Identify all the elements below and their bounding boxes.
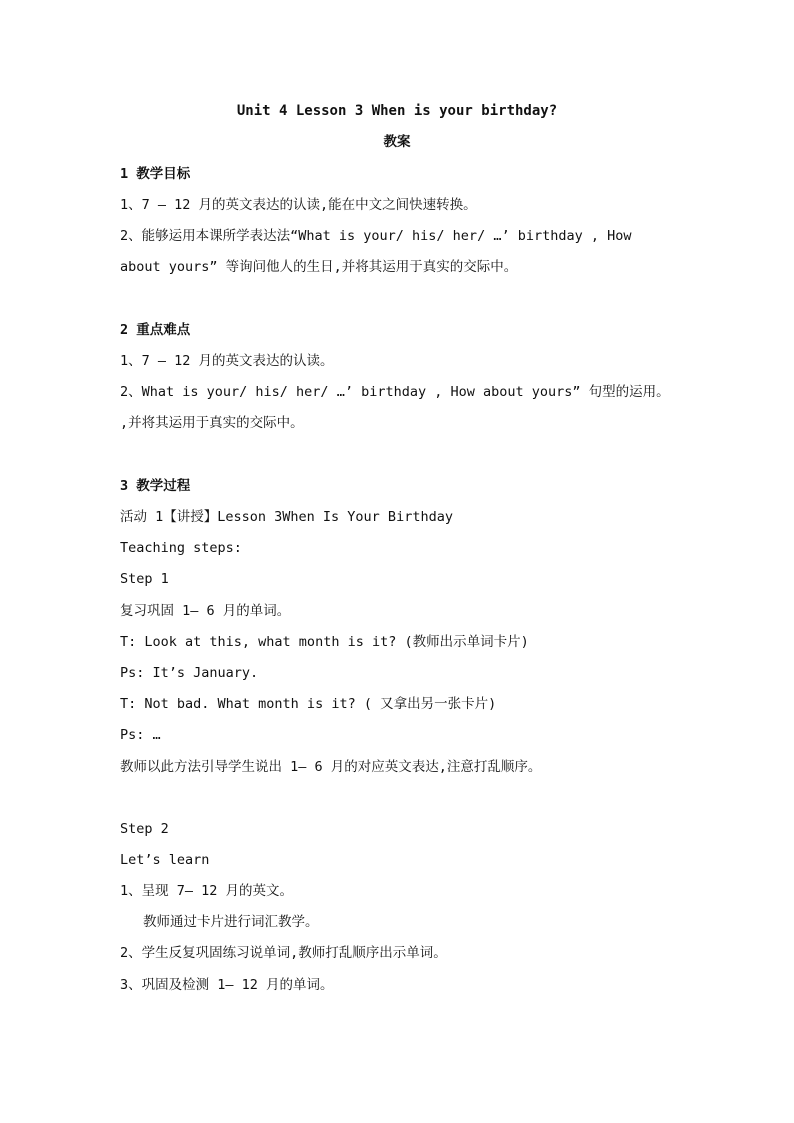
process-line: Ps: … [120,727,161,743]
objective-line: about yours” 等询问他人的生日,并将其运用于真实的交际中。 [120,259,518,275]
key-point-line: 1、7 — 12 月的英文表达的认读。 [120,353,334,369]
section-heading-objectives: 1 教学目标 [120,166,191,182]
section-heading-key-points: 2 重点难点 [120,322,191,338]
key-point-line: ,并将其运用于真实的交际中。 [120,415,304,431]
process-line: 教师通过卡片进行词汇教学。 [143,914,319,930]
process-line: Let’s learn [120,852,210,868]
objective-line: 2、能够运用本课所学表达法“What is your/ his/ her/ …’ birthday , How [120,228,632,244]
document-subtitle: 教案 [383,134,411,150]
process-line: 教师以此方法引导学生说出 1— 6 月的对应英文表达,注意打乱顺序。 [120,759,542,775]
process-line: 1、呈现 7— 12 月的英文。 [120,883,294,899]
process-line: T: Not bad. What month is it? ( 又拿出另一张卡片) [120,696,497,712]
process-line: T: Look at this, what month is it? (教师出示单词卡片) [120,634,529,650]
process-line: Step 1 [120,571,169,587]
process-line: Teaching steps: [120,540,242,556]
process-line: Ps: It’s January. [120,665,259,681]
process-line: 2、学生反复巩固练习说单词,教师打乱顺序出示单词。 [120,945,447,961]
objective-line: 1、7 — 12 月的英文表达的认读,能在中文之间快速转换。 [120,197,477,213]
process-line: 活动 1【讲授】Lesson 3When Is Your Birthday [120,509,453,525]
section-heading-process: 3 教学过程 [120,478,191,494]
process-line: 3、巩固及检测 1— 12 月的单词。 [120,977,334,993]
process-line: Step 2 [120,821,169,837]
key-point-line: 2、What is your/ his/ her/ …’ birthday , How about yours” 句型的运用。 [120,384,670,400]
process-line: 复习巩固 1— 6 月的单词。 [120,603,291,619]
document-title: Unit 4 Lesson 3 When is your birthday? [236,103,558,119]
